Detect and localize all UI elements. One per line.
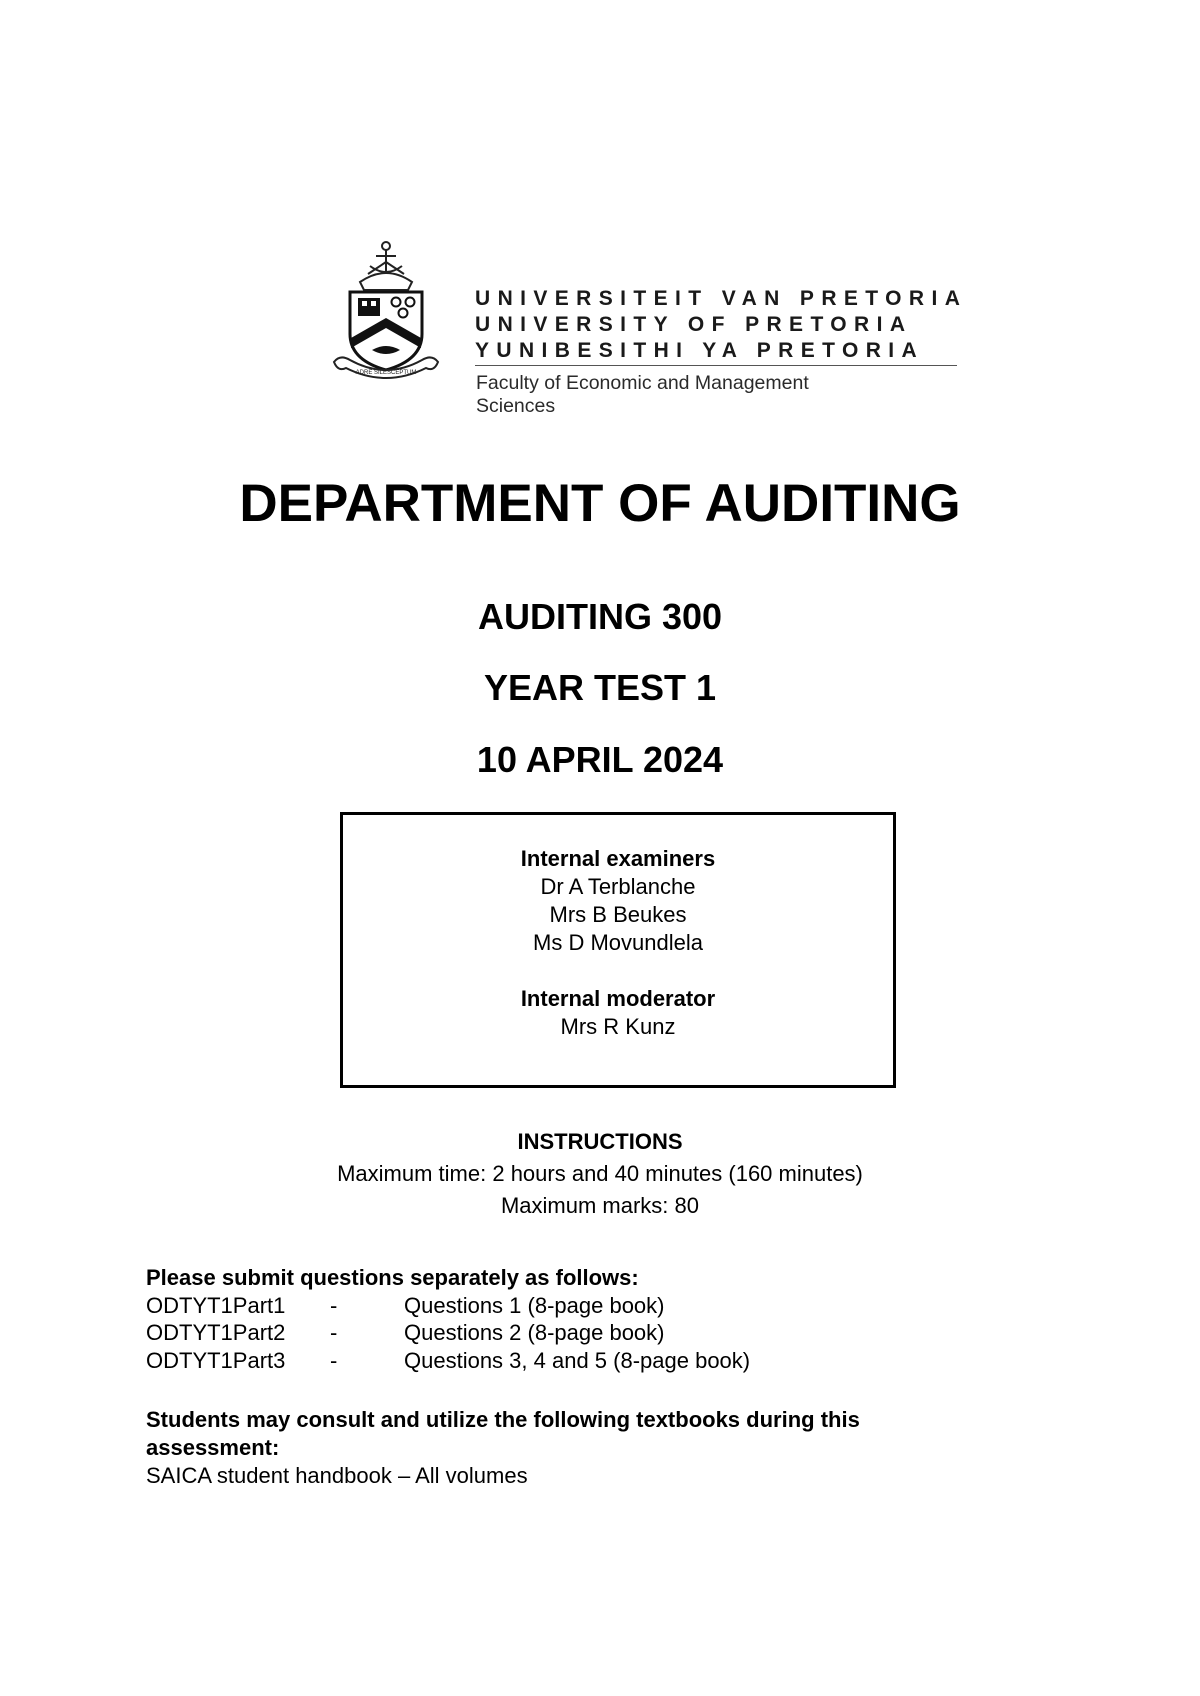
faculty-name <box>476 372 896 418</box>
moderator-heading: Internal moderator <box>520 986 716 1011</box>
textbooks-block <box>146 1406 976 1490</box>
examiners-box <box>340 812 896 1088</box>
university-names <box>475 286 968 364</box>
course-title: AUDITING 300 <box>477 596 723 637</box>
examiner-name: Mrs B Beukes <box>549 902 687 927</box>
submission-code: ODTYT1Part3 <box>146 1347 286 1373</box>
examiner-name: Dr A Terblanche <box>540 874 696 899</box>
moderator-name: Mrs R Kunz <box>560 1014 676 1039</box>
department-title: DEPARTMENT OF AUDITING <box>239 474 961 533</box>
submission-description: Questions 1 (8-page book) <box>404 1292 665 1318</box>
submission-heading: Please submit questions separately as follows: <box>146 1265 639 1290</box>
textbooks-heading: Students may consult and utilize the following textbooks during this assessment: <box>146 1407 860 1460</box>
submission-row <box>146 1319 1046 1347</box>
submission-row <box>146 1347 1046 1375</box>
submission-block <box>146 1264 1046 1374</box>
submission-code: ODTYT1Part2 <box>146 1320 286 1345</box>
university-name-sepedi: YUNIBESITHI YA PRETORIA <box>475 339 925 362</box>
textbook-item: SAICA student handbook – All volumes <box>146 1463 528 1488</box>
university-name-english: UNIVERSITY OF PRETORIA <box>475 313 913 336</box>
test-date: 10 APRIL 2024 <box>476 739 724 780</box>
submission-dash: - <box>330 1292 338 1318</box>
submission-dash: - <box>330 1347 338 1373</box>
instructions-title: INSTRUCTIONS <box>517 1129 683 1154</box>
test-title: YEAR TEST 1 <box>483 667 717 708</box>
crest-motto: ADRE SILESCEPTUM <box>355 370 417 376</box>
faculty-line-2: Sciences <box>476 395 556 417</box>
instructions-block <box>0 1126 1200 1222</box>
submission-code: ODTYT1Part1 <box>146 1292 286 1318</box>
max-time: Maximum time: 2 hours and 40 minutes (160 minutes) <box>337 1161 863 1186</box>
examiners-heading: Internal examiners <box>520 846 716 871</box>
university-name-afrikaans: UNIVERSITEIT VAN PRETORIA <box>475 287 968 310</box>
submission-description: Questions 2 (8-page book) <box>404 1320 665 1345</box>
submission-row <box>146 1292 1046 1320</box>
submission-dash: - <box>330 1320 338 1345</box>
box-spacer <box>343 957 893 985</box>
faculty-line-1: Faculty of Economic and Management <box>476 372 809 394</box>
header-divider <box>475 365 957 366</box>
submission-description: Questions 3, 4 and 5 (8-page book) <box>404 1347 751 1373</box>
max-marks: Maximum marks: 80 <box>500 1193 700 1218</box>
examiner-name: Ms D Movundlela <box>533 930 703 955</box>
university-crest-icon <box>330 238 442 386</box>
